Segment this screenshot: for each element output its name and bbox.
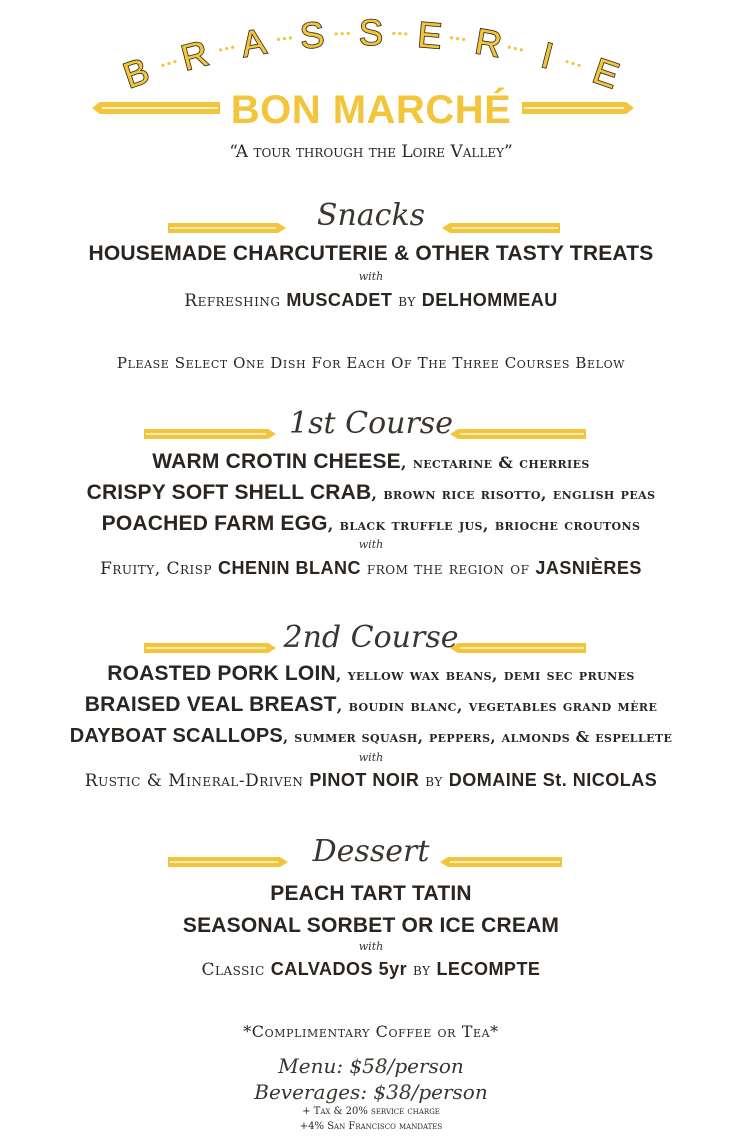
separator-dot [508, 46, 511, 49]
snacks-heading: Snacks [316, 198, 426, 233]
with-label: with [358, 751, 384, 764]
restaurant-name: BON MARCHÉ [230, 88, 512, 132]
second-course-heading: 2nd Course [283, 620, 459, 655]
separator-dot [231, 46, 234, 49]
menu-price: Menu: $58/person [278, 1054, 464, 1078]
separator-dot [571, 62, 574, 65]
with-label: with [358, 538, 384, 551]
separator-dot [277, 38, 280, 41]
first-course-item-2: CRISPY SOFT SHELL CRAB, brown rice risotto, english peas [86, 481, 656, 504]
brasserie-letter: R [472, 20, 505, 66]
complimentary-note: *Complimentary Coffee or Tea* [243, 1022, 499, 1041]
brasserie-letter: E [587, 49, 625, 97]
second-course-item-1: ROASTED PORK LOIN, yellow wax beans, demi sec prunes [107, 662, 635, 685]
separator-dot [565, 60, 568, 63]
tagline: “A tour through the Loire Valley” [229, 142, 513, 162]
first-course-pairing: Fruity, Crisp CHENIN BLANC from the region of JASNIÈRES [100, 558, 642, 579]
dessert-pairing: Classic CALVADOS 5yr by LECOMPTE [201, 959, 541, 980]
separator-dot [398, 32, 401, 35]
first-course-item-1: WARM CROTIN CHEESE, nectarine & cherries [152, 450, 590, 473]
separator-dot [456, 37, 459, 40]
separator-dot [392, 32, 395, 35]
separator-dot [167, 62, 170, 65]
course-instruction: Please Select One Dish For Each Of The Three Courses Below [116, 354, 626, 372]
tax-note: + Tax & 20% service charge [302, 1106, 440, 1117]
separator-dot [520, 48, 523, 51]
first-course-item-3: POACHED FARM EGG, black truffle jus, brioche croutons [101, 512, 641, 535]
separator-dot [450, 36, 453, 39]
brasserie-letter: A [238, 20, 269, 65]
with-label: with [358, 940, 384, 953]
second-course-pairing: Rustic & Mineral-Driven PINOT NOIR by DOMAINE St. NICOLAS [84, 770, 658, 791]
first-course-heading: 1st Course [289, 406, 453, 441]
brasserie-letter: B [117, 49, 155, 97]
separator-dot [341, 32, 344, 35]
separator-dot [514, 47, 517, 50]
separator-dot [219, 48, 222, 51]
separator-dot [161, 64, 164, 67]
brasserie-letter: S [298, 13, 326, 57]
brasserie-arc-lettering [0, 0, 742, 100]
dessert-item-2: SEASONAL SORBET OR ICE CREAM [182, 914, 560, 937]
separator-dot [225, 47, 228, 50]
snacks-pairing: Refreshing MUSCADET by DELHOMMEAU [184, 290, 558, 311]
snacks-item-1: HOUSEMADE CHARCUTERIE & OTHER TASTY TREATS [88, 242, 654, 265]
separator-dot [289, 36, 292, 39]
dessert-item-1: PEACH TART TATIN [270, 882, 472, 905]
beverage-price: Beverages: $38/person [254, 1080, 488, 1104]
separator-dot [577, 64, 580, 67]
brasserie-letter: E [416, 13, 444, 57]
separator-dot [335, 32, 338, 35]
separator-dot [462, 38, 465, 41]
separator-dot [173, 60, 176, 63]
second-course-item-2: BRAISED VEAL BREAST, boudin blanc, vegetables grand mère [84, 693, 658, 716]
second-course-item-3: DAYBOAT SCALLOPS, summer squash, peppers, almonds & espellete [69, 725, 673, 747]
brasserie-letter: I [537, 34, 558, 77]
with-label: with [358, 270, 384, 283]
sf-mandate-note: +4% San Francisco mandates [299, 1121, 443, 1132]
brasserie-letter: S [358, 12, 384, 53]
brasserie-letter: R [176, 32, 213, 79]
separator-dot [347, 32, 350, 35]
separator-dot [283, 37, 286, 40]
separator-dot [404, 32, 407, 35]
dessert-heading: Dessert [312, 834, 430, 869]
